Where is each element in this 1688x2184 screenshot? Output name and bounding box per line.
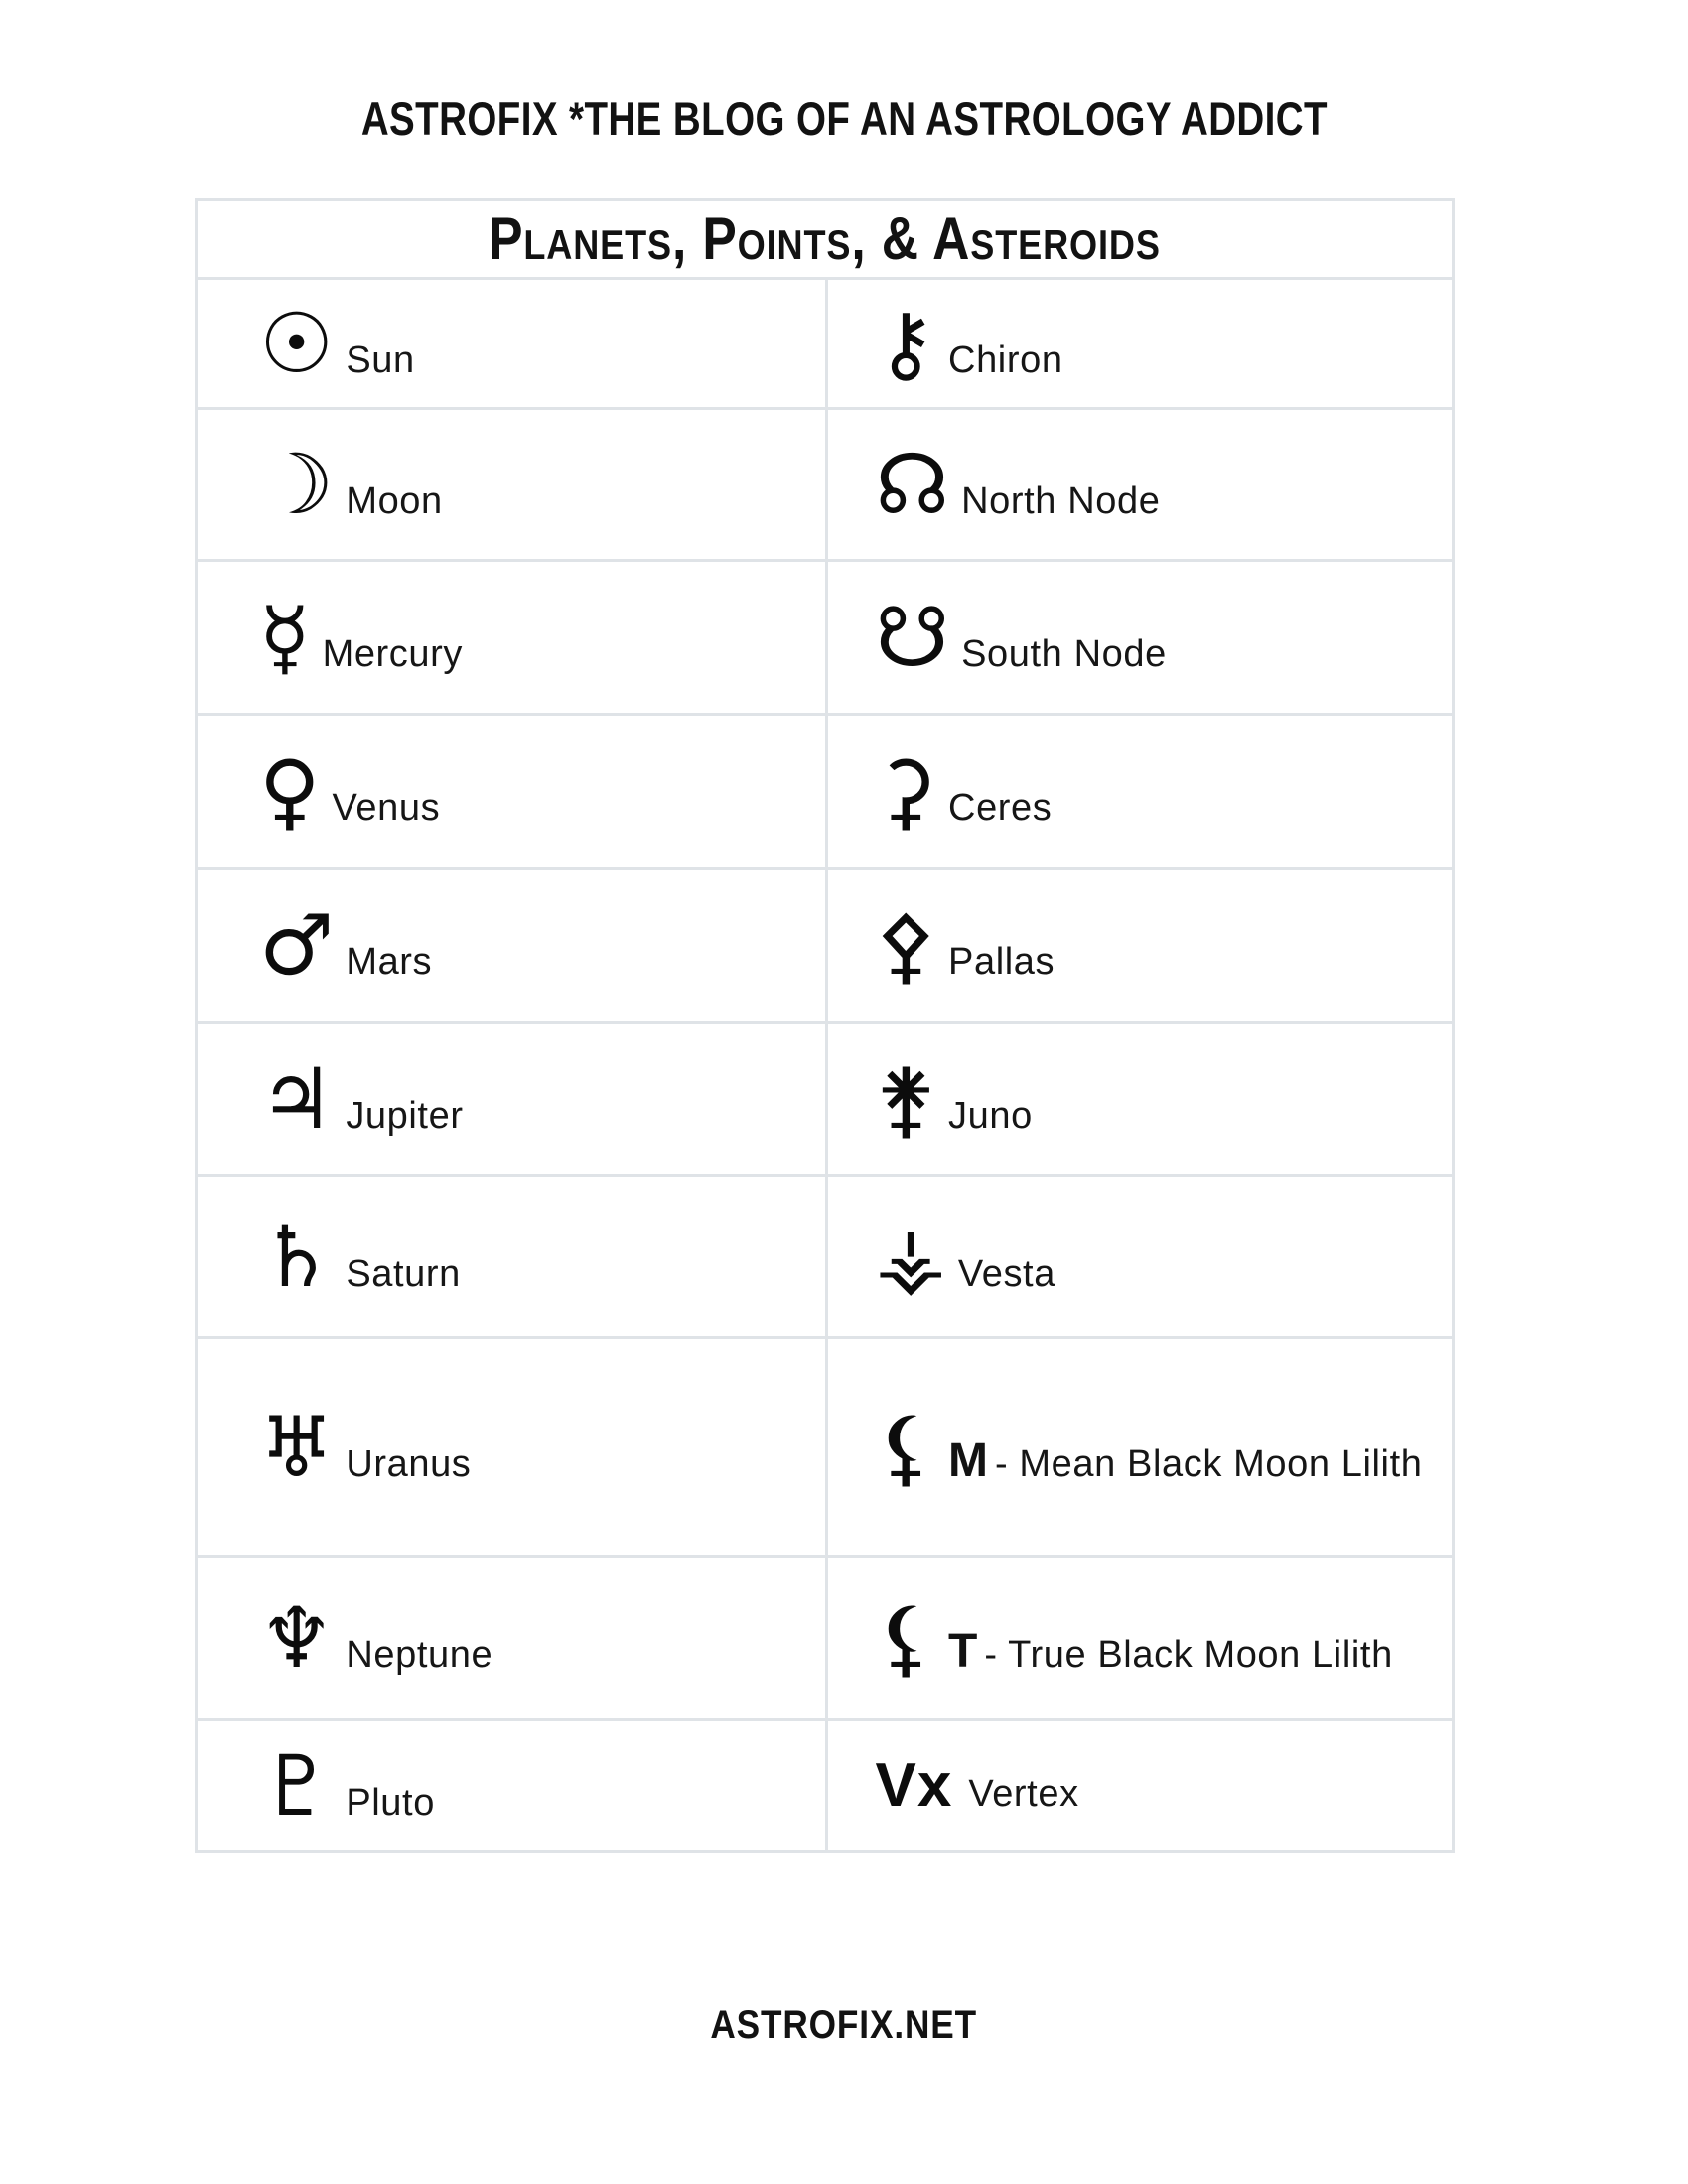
cell-mean-black-moon-lilith <box>825 1336 1453 1555</box>
cell-label: Moon <box>346 480 443 522</box>
jupiter-icon: ♃ <box>259 1050 335 1148</box>
cell-content <box>875 743 1053 840</box>
venus-icon: ♀ <box>259 743 321 840</box>
cell-label: Venus <box>332 787 441 829</box>
cell-content <box>259 295 415 392</box>
cell-label: Pluto <box>346 1782 435 1824</box>
cell-content <box>875 589 1167 686</box>
moon-icon: ☽ <box>259 436 335 533</box>
cell-venus <box>198 713 825 867</box>
vertex-symbol: Vx <box>875 1751 953 1821</box>
north-node-icon: ☊ <box>875 436 950 533</box>
cell-label: Chiron <box>948 340 1063 381</box>
cell-moon <box>198 407 825 559</box>
cell-chiron <box>825 277 1453 407</box>
saturn-icon: ♄ <box>259 1208 335 1305</box>
site-header <box>0 91 1688 146</box>
symbol-table <box>195 198 1455 1853</box>
cell-content <box>259 589 463 686</box>
black-moon-lilith-icon: ⚸ <box>875 1589 937 1687</box>
cell-vertex <box>825 1718 1453 1850</box>
uranus-icon: ♅ <box>259 1398 335 1496</box>
mars-icon: ♂ <box>259 896 335 994</box>
site-footer <box>0 2003 1688 2048</box>
cell-south-node <box>825 559 1453 713</box>
cell-label: Uranus <box>346 1442 472 1485</box>
black-moon-lilith-icon: ⚸ <box>875 1398 937 1496</box>
cell-label: Pallas <box>948 941 1055 983</box>
table-grid <box>198 277 1452 1850</box>
cell-label: Mars <box>346 941 433 983</box>
cell-label: Ceres <box>948 787 1053 829</box>
cell-saturn <box>198 1174 825 1336</box>
cell-content <box>875 1589 1393 1687</box>
cell-vesta <box>825 1174 1453 1336</box>
pluto-icon: ♇ <box>259 1737 335 1835</box>
cell-jupiter <box>198 1021 825 1174</box>
cell-label: South Node <box>961 633 1167 675</box>
cell-sun <box>198 277 825 407</box>
sun-icon: ☉ <box>259 295 335 392</box>
cell-label: Vesta <box>957 1253 1055 1295</box>
cell-label: Juno <box>948 1095 1033 1137</box>
cell-label: Neptune <box>346 1634 493 1676</box>
cell-uranus <box>198 1336 825 1555</box>
cell-label: North Node <box>961 480 1161 522</box>
cell-label: Sun <box>346 340 415 381</box>
pallas-icon: ⚴ <box>875 896 937 994</box>
cell-content <box>875 896 1055 994</box>
cell-content <box>259 1589 493 1687</box>
ceres-icon: ⚳ <box>875 743 937 840</box>
cell-content <box>875 436 1161 533</box>
mercury-icon: ☿ <box>259 589 311 686</box>
cell-neptune <box>198 1555 825 1718</box>
cell-ceres <box>825 713 1453 867</box>
cell-mercury <box>198 559 825 713</box>
cell-content <box>259 1398 472 1496</box>
site-header-text: ASTROFIX *THE BLOG OF AN ASTROLOGY ADDICT <box>360 92 1328 145</box>
cell-content <box>876 1750 1079 1821</box>
table-title-row <box>198 201 1452 277</box>
cell-content <box>259 1737 435 1835</box>
cell-label: - True Black Moon Lilith <box>984 1634 1393 1676</box>
cell-content <box>259 1208 461 1305</box>
cell-content <box>875 295 1063 392</box>
cell-true-black-moon-lilith <box>825 1555 1453 1718</box>
cell-content <box>875 1398 1423 1496</box>
cell-content <box>875 1050 1033 1148</box>
cell-north-node <box>825 407 1453 559</box>
south-node-icon: ☋ <box>875 589 950 686</box>
site-footer-text: ASTROFIX.NET <box>710 2003 978 2047</box>
cell-content <box>875 1208 1055 1305</box>
neptune-icon: ♆ <box>259 1589 335 1687</box>
cell-label: Mercury <box>322 633 463 675</box>
cell-label: Jupiter <box>346 1095 464 1137</box>
lilith-prefix: M <box>948 1433 990 1487</box>
juno-icon: ⚵ <box>875 1050 937 1148</box>
cell-juno <box>825 1021 1453 1174</box>
cell-label: Saturn <box>346 1253 461 1295</box>
cell-mars <box>198 867 825 1021</box>
cell-content <box>259 743 441 840</box>
cell-content <box>259 896 433 994</box>
cell-pluto <box>198 1718 825 1850</box>
chiron-icon: ⚷ <box>875 295 937 392</box>
lilith-prefix: T <box>948 1625 979 1678</box>
vesta-icon: ⚶ <box>875 1208 946 1305</box>
table-title: Planets, Points, & Asteroids <box>489 205 1161 272</box>
cell-content <box>259 1050 464 1148</box>
cell-label: Vertex <box>968 1773 1079 1816</box>
cell-content <box>259 436 443 533</box>
cell-label: - Mean Black Moon Lilith <box>995 1442 1423 1485</box>
cell-pallas <box>825 867 1453 1021</box>
